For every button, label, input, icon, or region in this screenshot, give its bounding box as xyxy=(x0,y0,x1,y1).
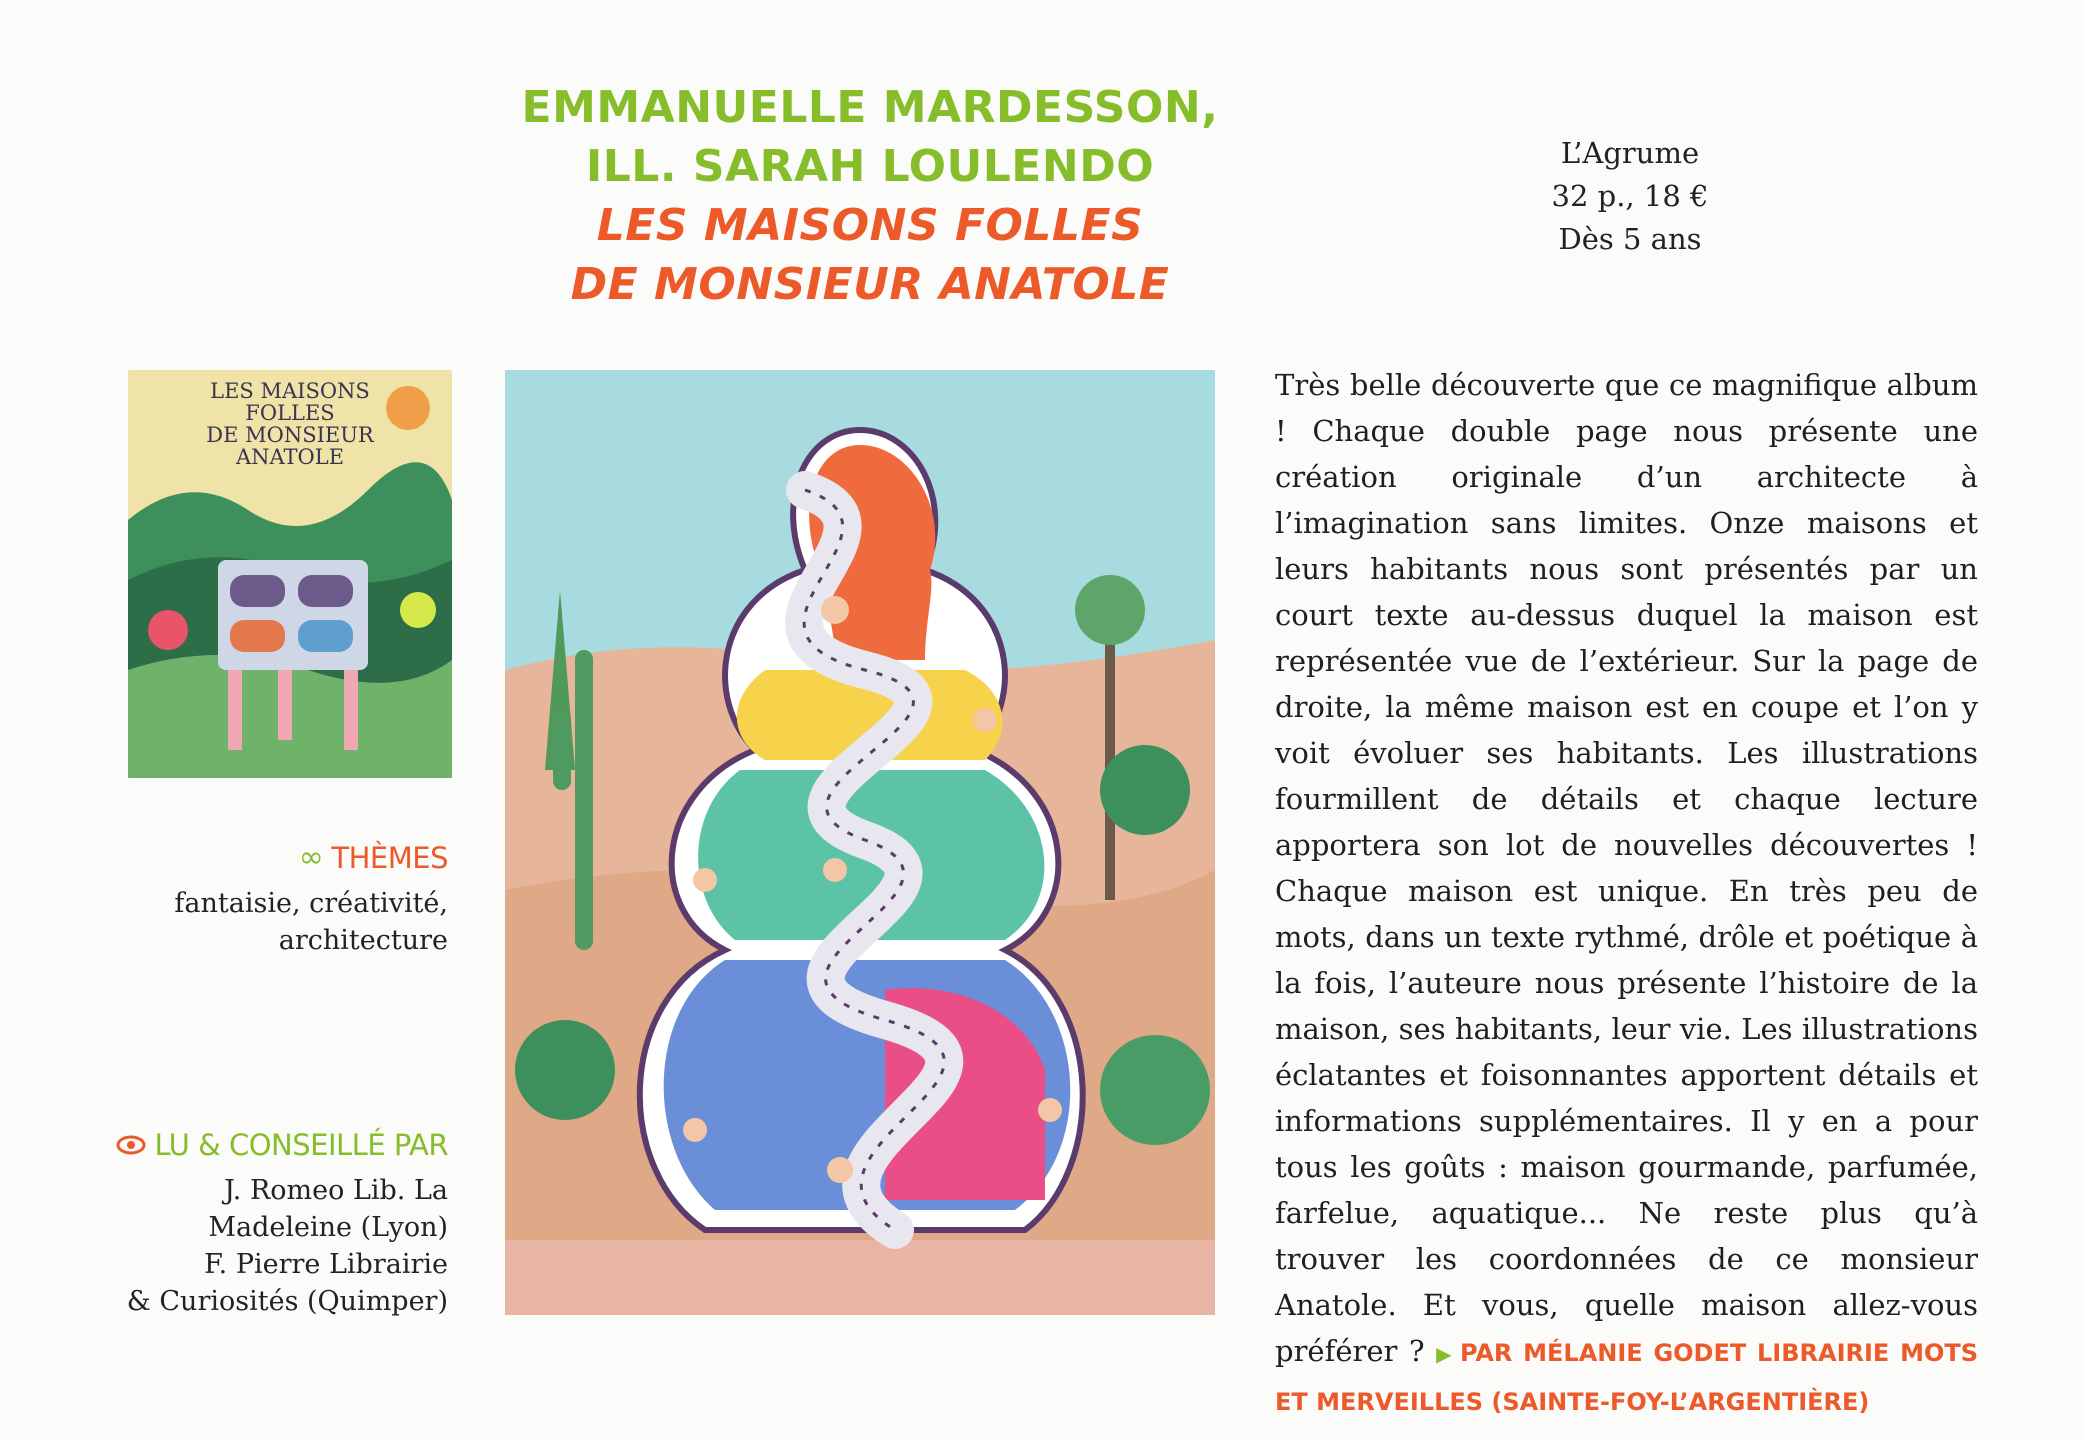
review-byline: PAR MÉLANIE GODET LIBRAIRIE MOTS ET MERVEILLES (SAINTE-FOY-L’ARGENTIÈRE) xyxy=(1275,1339,1979,1416)
themes-line1: fantaisie, créativité, xyxy=(174,888,448,919)
review-text xyxy=(1275,362,1978,1425)
book-title-line1: LES MAISONS FOLLES xyxy=(596,200,1144,251)
author-name: EMMANUELLE MARDESSON, xyxy=(521,82,1219,133)
themes-block xyxy=(174,840,448,959)
recommended-block xyxy=(116,1128,448,1320)
recommended-line2: Madeleine (Lyon) xyxy=(208,1212,448,1243)
book-title-line2: DE MONSIEUR ANATOLE xyxy=(570,259,1170,310)
spiral-house-illustration xyxy=(505,370,1215,1315)
themes-heading: THÈMES xyxy=(331,840,448,875)
article-header xyxy=(520,78,1220,314)
cover-title-line2: FOLLES xyxy=(245,401,335,425)
recommended-line3: F. Pierre Librairie xyxy=(204,1249,448,1280)
cover-title-line4: ANATOLE xyxy=(235,445,345,469)
publisher-info xyxy=(1520,132,1740,261)
book-details: 32 p., 18 € xyxy=(1551,179,1709,213)
arrow-right-icon: ▶ xyxy=(1436,1342,1454,1366)
cover-title-line1: LES MAISONS xyxy=(210,379,370,403)
illustrator-name: ILL. SARAH LOULENDO xyxy=(585,141,1155,192)
age-range: Dès 5 ans xyxy=(1558,222,1702,256)
eye-icon xyxy=(116,1128,146,1162)
cover-title-line3: DE MONSIEUR xyxy=(206,423,374,447)
review-body: Très belle découverte que ce magnifique album ! Chaque double page nous présente une création originale d’un architecte à l’imagination sans limites. Onze maisons et leurs habitants nous sont présentés par un court texte au-dessus duquel la maison est représentée vue de l’extérieur. Sur la page de droite, la même maison est en coupe et l’on y voit évoluer ses habitants. Les illustrations fourmillent de détails et chaque lecture apportera son lot de nouvelles découvertes ! Chaque maison est unique. En très peu de mots, dans un texte rythmé, drôle et poétique à la fois, l’auteure nous présente l’histoire de la maison, ses habitants, leur vie. Les illustrations éclatantes et foisonnantes apportent détails et informations supplémentaires. Il y en a pour tous les goûts : maison gourmande, parfumée, farfelue, aquatique... Ne reste plus qu’à trouver les coordonnées de ce monsieur Anatole. Et vous, quelle maison allez-vous préférer ? xyxy=(1275,368,1978,1368)
book-cover-image xyxy=(128,370,452,778)
recommended-heading: LU & CONSEILLÉ PAR xyxy=(154,1128,448,1162)
infinity-icon: ∞ xyxy=(298,840,324,875)
recommended-line1: J. Romeo Lib. La xyxy=(224,1175,448,1206)
themes-line2: architecture xyxy=(278,925,448,956)
publisher-name: L’Agrume xyxy=(1560,136,1700,170)
recommended-line4: & Curiosités (Quimper) xyxy=(126,1286,448,1317)
